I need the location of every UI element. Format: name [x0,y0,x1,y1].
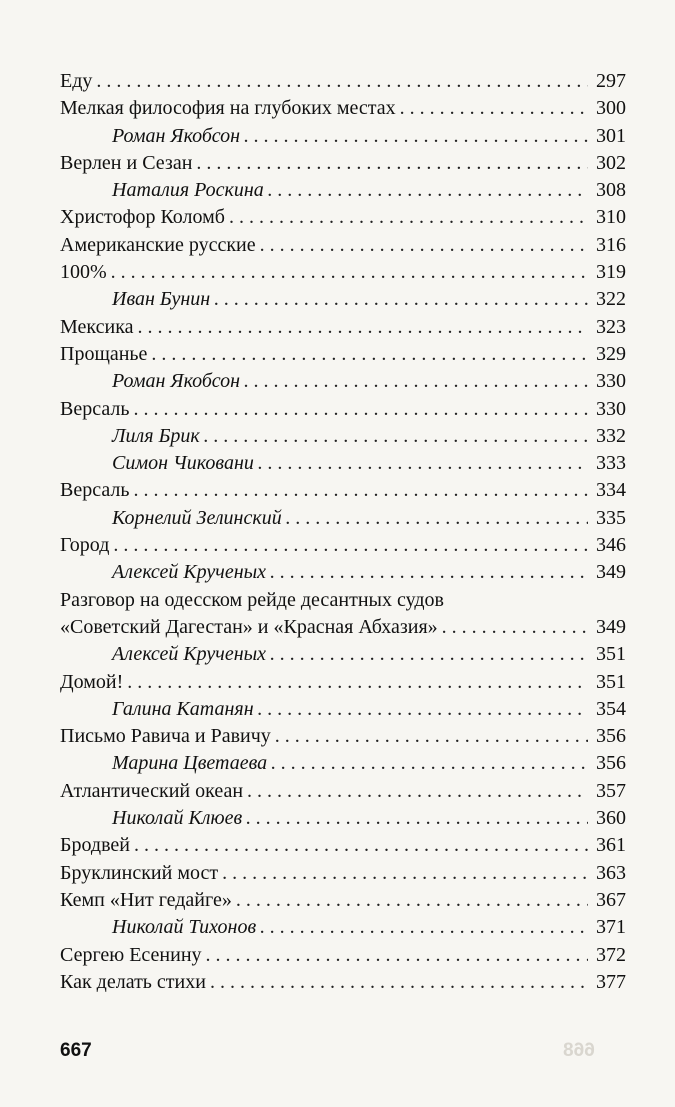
entry-page-number: 360 [596,807,626,830]
toc-author-entry [60,423,626,450]
dot-leader [214,286,588,313]
dot-leader [134,832,588,859]
entry-title: Бродвей [60,834,130,857]
entry-title: Как делать стихи [60,970,206,993]
entry-page-number: 335 [596,506,626,529]
entry-title: Атлантический океан [60,779,244,802]
dot-leader [244,123,588,150]
entry-title: Христофор Коломб [60,206,225,229]
toc-entry [60,341,626,368]
entry-title: Галина Катанян [112,697,254,720]
entry-title: Николай Клюев [112,807,243,830]
entry-page-number: 351 [596,643,626,666]
dot-leader [204,423,588,450]
dot-leader [260,232,588,259]
toc-entry [60,477,626,504]
dot-leader [113,532,588,559]
toc-entry [60,778,626,805]
dot-leader [134,477,589,504]
entry-page-number: 356 [596,725,626,748]
toc-author-entry [60,805,626,832]
entry-page-number: 346 [596,534,626,557]
entry-title: Американские русские [60,233,256,256]
entry-page-number: 310 [596,206,626,229]
entry-page-number: 330 [596,397,626,420]
dot-leader [258,696,588,723]
entry-page-number: 333 [596,452,626,475]
toc-entry [60,887,626,914]
dot-leader [111,259,588,286]
entry-page-number: 334 [596,479,626,502]
dot-leader [258,450,588,477]
entry-title: Разговор на одесском рейде десантных судов [60,588,444,611]
dot-leader [246,805,588,832]
dot-leader [271,750,588,777]
dot-leader [270,641,588,668]
entry-page-number: 363 [596,861,626,884]
toc-entry [60,204,626,231]
toc-entry [60,68,626,95]
toc-author-entry [60,750,626,777]
entry-title: Николай Тихонов [112,916,257,939]
entry-page-number: 356 [596,752,626,775]
entry-page-number: 357 [596,779,626,802]
entry-title: Домой! [60,670,124,693]
bleed-through-page-number: 668 [563,1040,595,1061]
entry-title: Версаль [60,397,130,420]
toc-entry [60,832,626,859]
toc-entry [60,532,626,559]
entry-title: Марина Цветаева [112,752,268,775]
entry-page-number: 354 [596,697,626,720]
entry-title: Симон Чиковани [112,452,254,475]
toc-author-entry [60,450,626,477]
entry-title: Верлен и Сезан [60,151,193,174]
dot-leader [222,860,588,887]
entry-title: Сергею Есенину [60,943,202,966]
dot-leader [196,150,588,177]
toc-entry [60,314,626,341]
dot-leader [270,559,588,586]
toc-author-entry [60,505,626,532]
dot-leader [127,669,588,696]
toc-author-entry [60,914,626,941]
entry-title: Лиля Брик [112,424,200,447]
entry-page-number: 377 [596,970,626,993]
toc-author-entry [60,368,626,395]
entry-title: Мексика [60,315,134,338]
toc-entry [60,669,626,696]
entry-page-number: 372 [596,943,626,966]
entry-title: Мелкая философия на глубоких местах [60,97,396,120]
toc-entry [60,614,626,641]
toc-entry [60,396,626,423]
toc-entry [60,150,626,177]
dot-leader [400,95,588,122]
entry-title: Версаль [60,479,130,502]
entry-page-number: 297 [596,70,626,92]
entry-page-number: 308 [596,179,626,202]
entry-page-number: 300 [596,97,626,120]
entry-page-number: 301 [596,124,626,147]
entry-page-number: 371 [596,916,626,939]
entry-page-number: 316 [596,233,626,256]
entry-page-number: 361 [596,834,626,857]
entry-title: Наталия Роскина [112,179,264,202]
entry-title: Роман Якобсон [112,370,240,393]
entry-title: Письмо Равича и Равичу [60,725,271,748]
table-of-contents [60,68,626,996]
entry-page-number: 349 [596,561,626,584]
entry-page-number: 330 [596,370,626,393]
entry-title: Прощанье [60,342,148,365]
dot-leader [206,942,588,969]
dot-leader [442,614,588,641]
dot-leader [210,969,588,996]
entry-page-number: 332 [596,424,626,447]
entry-page-number: 323 [596,315,626,338]
entry-title: 100% [60,261,107,284]
entry-title: «Советский Дагестан» и «Красная Абхазия» [60,615,438,638]
entry-title: Иван Бунин [112,288,211,311]
entry-page-number: 322 [596,288,626,311]
entry-title: Роман Якобсон [112,124,240,147]
dot-leader [244,368,588,395]
toc-author-entry [60,123,626,150]
dot-leader [247,778,588,805]
toc-entry [60,723,626,750]
entry-title: Алексей Крученых [112,561,267,584]
dot-leader [236,887,588,914]
entry-page-number: 351 [596,670,626,693]
toc-entry [60,860,626,887]
entry-page-number: 302 [596,151,626,174]
entry-title: Корнелий Зелинский [112,506,282,529]
dot-leader [268,177,588,204]
entry-page-number: 367 [596,888,626,911]
dot-leader [275,723,588,750]
toc-entry [60,232,626,259]
entry-title: Кемп «Нит гедайге» [60,888,232,911]
dot-leader [134,396,589,423]
toc-author-entry [60,696,626,723]
toc-entry [60,259,626,286]
toc-author-entry [60,286,626,313]
entry-title: Алексей Крученых [112,643,267,666]
entry-page-number: 329 [596,342,626,365]
dot-leader [260,914,588,941]
toc-entry [60,969,626,996]
dot-leader [229,204,588,231]
dot-leader [96,68,588,95]
toc-author-entry [60,641,626,668]
toc-entry [60,95,626,122]
dot-leader [138,314,589,341]
page-number: 667 [60,1040,92,1061]
entry-page-number: 349 [596,615,626,638]
entry-title: Еду [60,70,93,92]
entry-title: Город [60,534,110,557]
dot-leader [151,341,588,368]
toc-entry [60,587,626,614]
toc-author-entry [60,177,626,204]
toc-author-entry [60,559,626,586]
toc-entry [60,942,626,969]
dot-leader [286,505,588,532]
entry-page-number: 319 [596,261,626,284]
entry-title: Бруклинский мост [60,861,219,884]
